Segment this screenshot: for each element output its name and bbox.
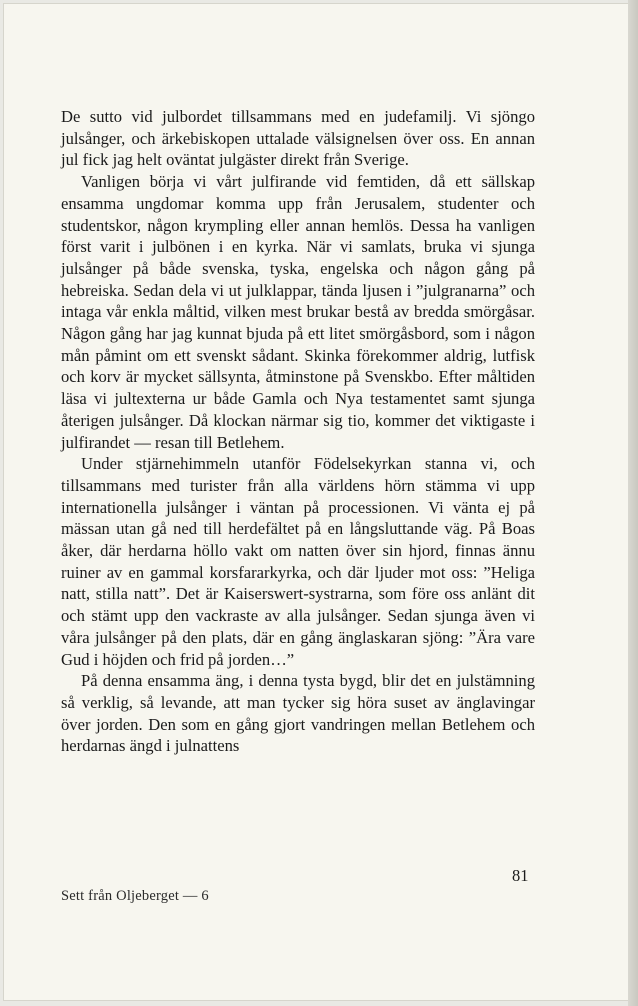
paragraph: Under stjärnehimmeln utanför Födelsekyrkan stanna vi, och tillsammans med turister från alla världens hörn stämma vi upp internationella julsånger i väntan på processionen. Vi vänta ej på mässan utan gå ned till herdefältet på en långsluttande väg. På Boas åker, där herdarna höllo vakt om natten över sin hjord, finnas ännu ruiner av en gammal korsfararkyrka, och där ljuder mot oss: ”Heliga natt, stilla natt”. Det är Kaiserswert-systrarna, som före oss anlänt dit och stämt upp den vackraste av alla julsånger. Sedan sjunga även vi våra julsånger på den plats, där en gång änglaskaran sjöng: ”Ära vare Gud i höjden och frid på jorden…” [61,454,535,669]
paragraph: Vanligen börja vi vårt julfirande vid femtiden, då ett sällskap ensamma ungdomar komma upp från Jerusalem, studenter och studentskor, någon krympling eller annan hemlös. Dessa ha vanligen först varit i julbönen i en kyrka. När vi samlats, bruka vi sjunga julsånger på både svenska, tyska, engelska och någon gång på hebreiska. Sedan dela vi ut julklappar, tända ljusen i ”julgranarna” och intaga vår enkla måltid, vilken mest brukar bestå av bredda smörgåsar. Någon gång har jag kunnat bjuda på ett litet smörgåsbord, som i någon mån påmint om ett svenskt sådant. Skinka förekommer aldrig, lutfisk och korv är mycket sällsynta, åtminstone på Svenskbo. Efter måltiden läsa vi jultexterna ur både Gamla och Nya testamentet samt sjunga återigen julsånger. Då klockan närmar sig tio, kommer det viktigaste i julfirandet — resan till Betlehem. [61,172,535,452]
signature-mark: Sett från Oljeberget — 6 [61,888,209,904]
paragraph: På denna ensamma äng, i denna tysta bygd, blir det en julstämning så verklig, så levande, att man tycker sig höra suset av änglavingar över jorden. Den som en gång gjort vandringen mellan Betlehem och herdarnas ängd i julnattens [61,671,535,756]
paragraph: De sutto vid julbordet tillsammans med en judefamilj. Vi sjöngo julsånger, och ärkebiskopen uttalade välsignelsen över oss. En annan jul fick jag helt oväntat julgäster direkt från Sverige. [61,107,535,170]
book-page [4,4,628,1000]
page-number: 81 [512,866,529,885]
body-text [61,106,535,757]
page-edge [628,0,638,1006]
